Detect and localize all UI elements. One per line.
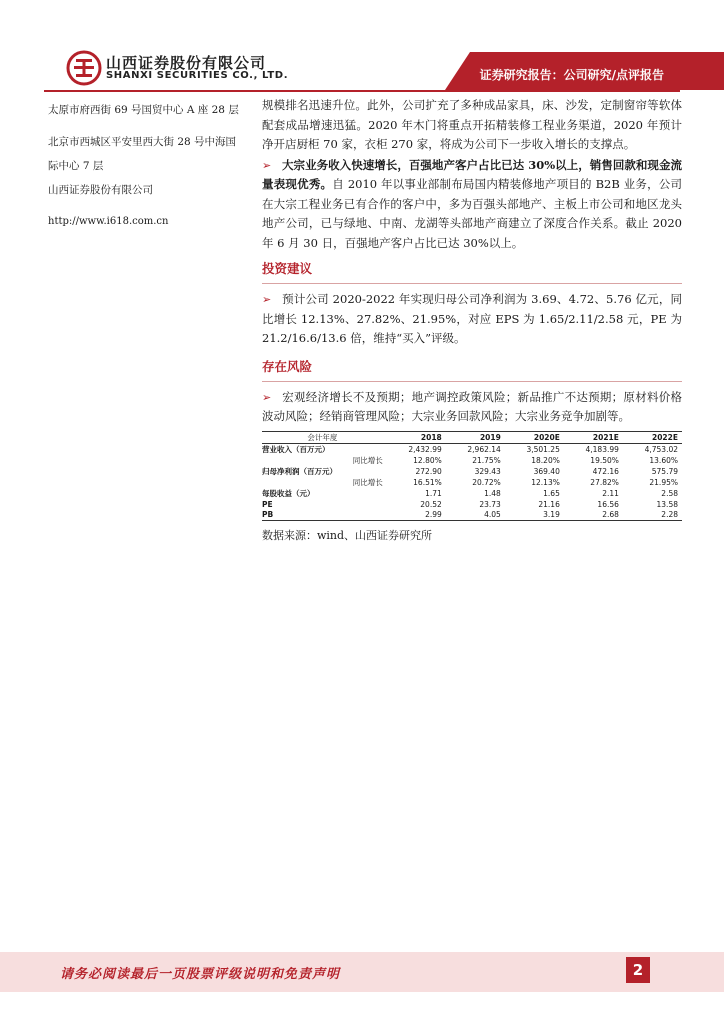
table-row-label: 归母净利润（百万元） [262, 466, 337, 476]
table-row-label: PB [262, 510, 387, 521]
address-beijing-line1: 北京市西城区平安里西大街 28 号中海国 [48, 136, 237, 148]
table-cell: 18.20% [531, 455, 560, 465]
main-content [262, 96, 682, 543]
table-cell: 13.58 [656, 499, 678, 509]
table-cell: 1.65 [543, 488, 560, 498]
financial-forecast-table [262, 431, 682, 522]
company-website-link[interactable]: http://www.i618.com.cn [48, 216, 169, 227]
table-row [262, 466, 682, 477]
table-header-row [262, 431, 682, 443]
table-cell: 4.05 [446, 510, 505, 521]
table-row [262, 488, 682, 499]
table-row-label: 同比增长 [352, 477, 383, 487]
table-cell: 4,183.99 [585, 444, 619, 454]
page-number: 2 [626, 957, 650, 983]
table-cell: 3,501.25 [526, 444, 560, 454]
table-cell: 4,753.02 [644, 444, 678, 454]
table-cell: 2,962.14 [467, 444, 501, 454]
table-cell: 20.52 [420, 499, 442, 509]
table-cell: 23.73 [479, 499, 501, 509]
table-cell: 329.43 [474, 466, 501, 476]
table-cell: 2,432.99 [408, 444, 442, 454]
table-header-year: 2019 [446, 431, 505, 443]
table-cell: 1.71 [425, 488, 442, 498]
bullet-arrow-icon: ➢ [262, 158, 272, 172]
table-row [262, 510, 682, 521]
invest-text: 预计公司 2020-2022 年实现归母公司净利润为 3.69、4.72、5.76 亿元，同比增长 12.13%、27.82%、21.95%，对应 EPS 为 1.65/2.11/2.58 元，PE 为 21.2/16.6/13.6 倍，维持“买入”评级。 [262, 292, 682, 345]
table-cell: 2.28 [623, 510, 682, 521]
bullet-bulk-title: 大宗业务收入快速增长，百强地产客户占比已达 30%以上，销售回款和现金流量表现优秀。 [262, 157, 682, 191]
risk-list [262, 388, 682, 427]
address-beijing-line2: 际中心 7 层 [48, 160, 104, 172]
section-title-risk: 存在风险 [262, 358, 313, 374]
paragraph-continued: 规模排名迅速升位。此外，公司扩充了多种成品家具，床、沙发，定制窗帘等软体配套成品增速迅猛。2020 年木门将重点开拓精装修工程业务渠道，2020 年预计净开店厨柜 70 家，衣柜 270 家，将成为公司下一步收入增长的支撑点。 [262, 98, 682, 151]
table-cell: 575.79 [651, 466, 678, 476]
table-cell: 20.72% [472, 477, 501, 487]
header-divider [44, 90, 680, 92]
table-row [262, 443, 682, 455]
bullet-arrow-icon: ➢ [262, 390, 272, 404]
table-row-label: 同比增长 [352, 455, 383, 465]
bullet-bulk-business [262, 156, 682, 254]
table-row [262, 455, 682, 466]
company-name-cn: 山西证券股份有限公司 [106, 54, 267, 72]
table-row-label: 营业收入（百万元） [262, 444, 330, 454]
table-cell: 3.19 [505, 510, 564, 521]
table-cell: 16.56 [597, 499, 619, 509]
section-divider [262, 283, 682, 284]
data-source: 数据来源：wind、山西证券研究所 [262, 529, 433, 542]
table-row [262, 477, 682, 488]
table-header-year: 2022E [623, 431, 682, 443]
sidebar-contact [48, 98, 244, 234]
table-header-year: 2021E [564, 431, 623, 443]
table-cell: 2.99 [387, 510, 446, 521]
table-cell: 12.80% [413, 455, 442, 465]
table-cell: 19.50% [590, 455, 619, 465]
company-logo-icon [66, 50, 102, 86]
table-cell: 27.82% [590, 477, 619, 487]
bullet-bulk-body: 自 2010 年以事业部制布局国内精装修地产项目的 B2B 业务，公司在大宗工程业务已有合作的客户中，多为百强头部地产、主板上市公司和地区龙头地产公司，已与绿地、中南、龙湖等头部地产商建立了深度合作关系。截止 2020 年 6 月 30 日，百强地产客户占比已达 30%以上。 [262, 177, 683, 250]
table-cell: 2.68 [564, 510, 623, 521]
table-cell: 12.13% [531, 477, 560, 487]
risk-text: 宏观经济增长不及预期；地产调控政策风险；新品推广不达预期；原材料价格波动风险；经销商管理风险；大宗业务回款风险；大宗业务竞争加剧等。 [262, 389, 682, 423]
table-cell: 16.51% [413, 477, 442, 487]
table-row-label: PE [262, 499, 273, 509]
table-cell: 2.11 [602, 488, 619, 498]
section-divider [262, 381, 682, 382]
table-cell: 472.16 [592, 466, 619, 476]
table-cell: 13.60% [649, 455, 678, 465]
table-cell: 369.40 [533, 466, 560, 476]
address-taiyuan: 太原市府西街 69 号国贸中心 A 座 28 层 [48, 104, 239, 116]
section-title-invest: 投资建议 [262, 261, 313, 276]
table-cell: 21.75% [472, 455, 501, 465]
sidebar-company: 山西证券股份有限公司 [48, 184, 153, 196]
table-cell: 21.16 [538, 499, 560, 509]
table-cell: 21.95% [649, 477, 678, 487]
table-header-label: 会计年度 [262, 431, 387, 443]
table-cell: 2.58 [661, 488, 678, 498]
invest-suggestion [262, 290, 682, 349]
table-cell: 1.48 [484, 488, 501, 498]
table-header-year: 2018 [387, 431, 446, 443]
company-name-en: SHANXI SECURITIES CO., LTD. [106, 70, 289, 81]
report-type-title: 证券研究报告：公司研究/点评报告 [479, 68, 664, 82]
footer-disclaimer: 请务必阅读最后一页股票评级说明和免责声明 [60, 967, 341, 982]
bullet-arrow-icon: ➢ [262, 293, 272, 306]
table-header-year: 2020E [505, 431, 564, 443]
table-cell: 272.90 [415, 466, 442, 476]
table-row-label: 每股收益（元） [262, 488, 315, 498]
table-row [262, 499, 682, 510]
